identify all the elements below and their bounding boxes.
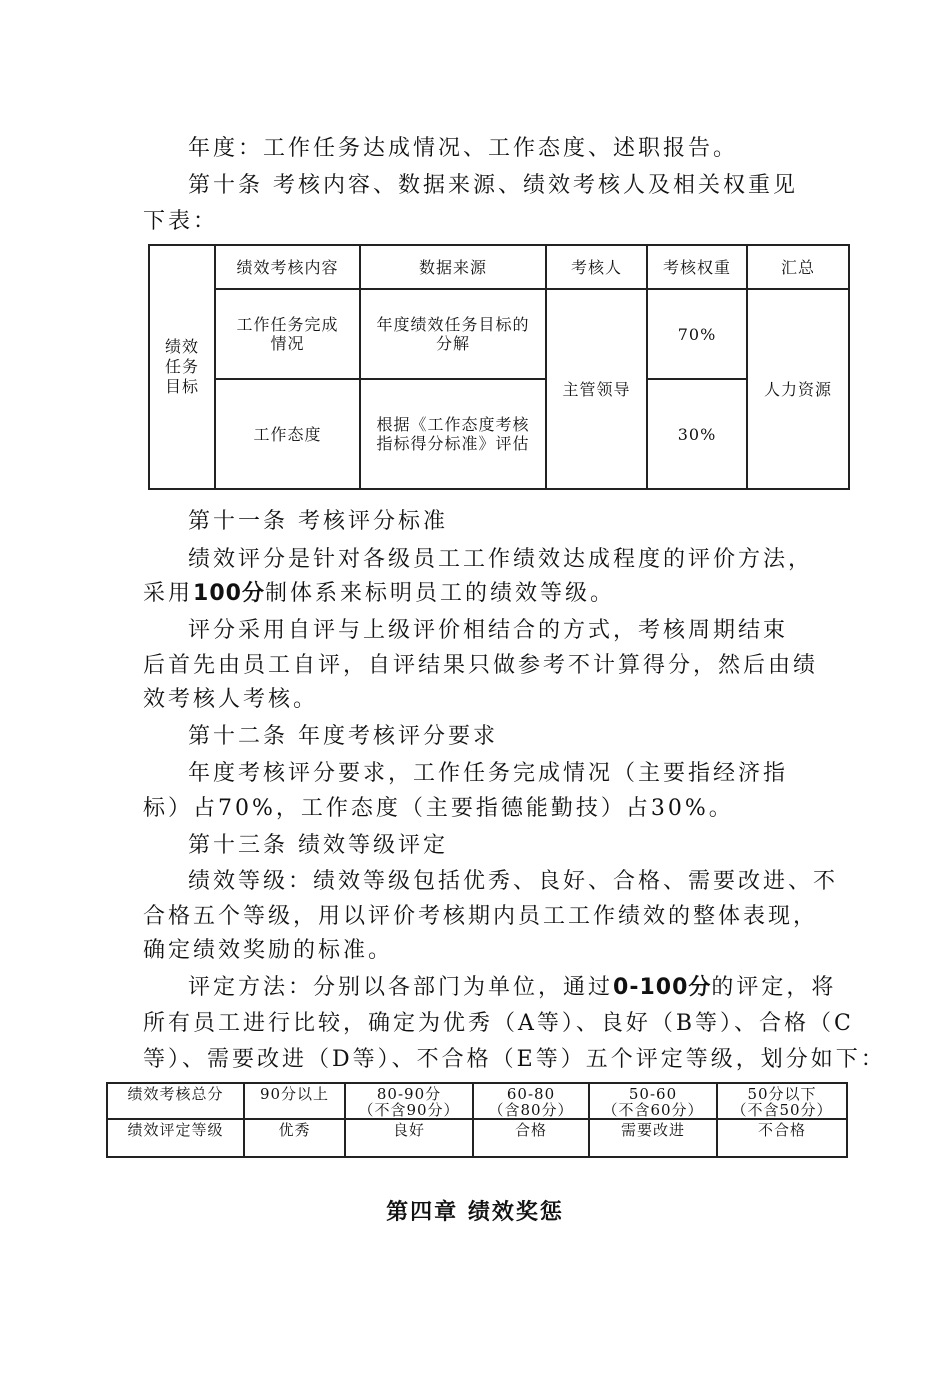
score-cell: 90分以上 <box>244 1083 345 1119</box>
grade-scale-table <box>106 1082 848 1158</box>
grade-cell: 不合格 <box>717 1119 847 1157</box>
article-12-title: 第十二条 年度考核评分要求 <box>188 724 498 749</box>
article-12-line1: 年度考核评分要求，工作任务完成情况（主要指经济指 <box>188 761 789 786</box>
header-assessor: 考核人 <box>546 245 647 289</box>
score-cell: 80-90分 （不含90分） <box>345 1083 473 1119</box>
row2-weight: 30% <box>647 379 747 489</box>
article-11-p1-line2: 采用100分制体系来标明员工的绩效等级。 <box>143 581 615 606</box>
header-summary: 汇总 <box>747 245 849 289</box>
header-weight: 考核权重 <box>647 245 747 289</box>
row1-content: 工作任务完成情况 <box>215 289 360 379</box>
score-cell: 60-80 （含80分） <box>473 1083 589 1119</box>
article-13-title: 第十三条 绩效等级评定 <box>188 833 448 858</box>
article-10-line1: 第十条 考核内容、数据来源、绩效考核人及相关权重见 <box>188 173 798 198</box>
article-13-p1-line1: 绩效等级：绩效等级包括优秀、良好、合格、需要改进、不 <box>188 869 839 894</box>
assessor-cell: 主管领导 <box>546 289 647 489</box>
grade-cell: 优秀 <box>244 1119 345 1157</box>
article-13-p1-line2: 合格五个等级，用以评价考核期内员工工作绩效的整体表现， <box>143 904 819 929</box>
row2-source: 根据《工作态度考核指标得分标准》评估 <box>360 379 546 489</box>
row1-weight: 70% <box>647 289 747 379</box>
article-13-p1-line3: 确定绩效奖励的标准。 <box>143 938 394 963</box>
assessment-weight-table <box>148 244 850 490</box>
article-13-p2-line2: 所有员工进行比较，确定为优秀（A等）、良好（B等）、合格（C <box>143 1011 854 1036</box>
article-11-p2-line2: 后首先由员工自评，自评结果只做参考不计算得分，然后由绩 <box>143 653 819 678</box>
article-12-line2: 标）占70%，工作态度（主要指德能勤技）占30%。 <box>143 796 734 821</box>
row1-source: 年度绩效任务目标的分解 <box>360 289 546 379</box>
article-11-p1-line1: 绩效评分是针对各级员工工作绩效达成程度的评价方法， <box>188 547 814 572</box>
row2-content: 工作态度 <box>215 379 360 489</box>
header-content: 绩效考核内容 <box>215 245 360 289</box>
chapter-title: 第四章 绩效奖惩 <box>386 1200 564 1225</box>
score-row-label: 绩效考核总分 <box>107 1083 244 1119</box>
grade-cell: 合格 <box>473 1119 589 1157</box>
grade-cell: 需要改进 <box>589 1119 717 1157</box>
grade-row-label: 绩效评定等级 <box>107 1119 244 1157</box>
row-group-label: 绩效任务目标 <box>149 245 215 489</box>
summary-cell: 人力资源 <box>747 289 849 489</box>
article-13-p2-line1: 评定方法：分别以各部门为单位，通过0-100分的评定，将 <box>188 975 837 1000</box>
article-10-line2: 下表： <box>143 209 219 234</box>
grade-cell: 良好 <box>345 1119 473 1157</box>
score-cell: 50分以下 （不含50分） <box>717 1083 847 1119</box>
score-cell: 50-60 （不含60分） <box>589 1083 717 1119</box>
header-source: 数据来源 <box>360 245 546 289</box>
article-11-p2-line3: 效考核人考核。 <box>143 687 319 712</box>
article-11-p2-line1: 评分采用自评与上级评价相结合的方式，考核周期结束 <box>188 618 789 643</box>
article-13-p2-line3: 等）、需要改进（D等）、不合格（E等）五个评定等级，划分如下： <box>143 1047 886 1072</box>
article-11-title: 第十一条 考核评分标准 <box>188 509 448 534</box>
paragraph-annual-content: 年度：工作任务达成情况、工作态度、述职报告。 <box>188 136 739 161</box>
